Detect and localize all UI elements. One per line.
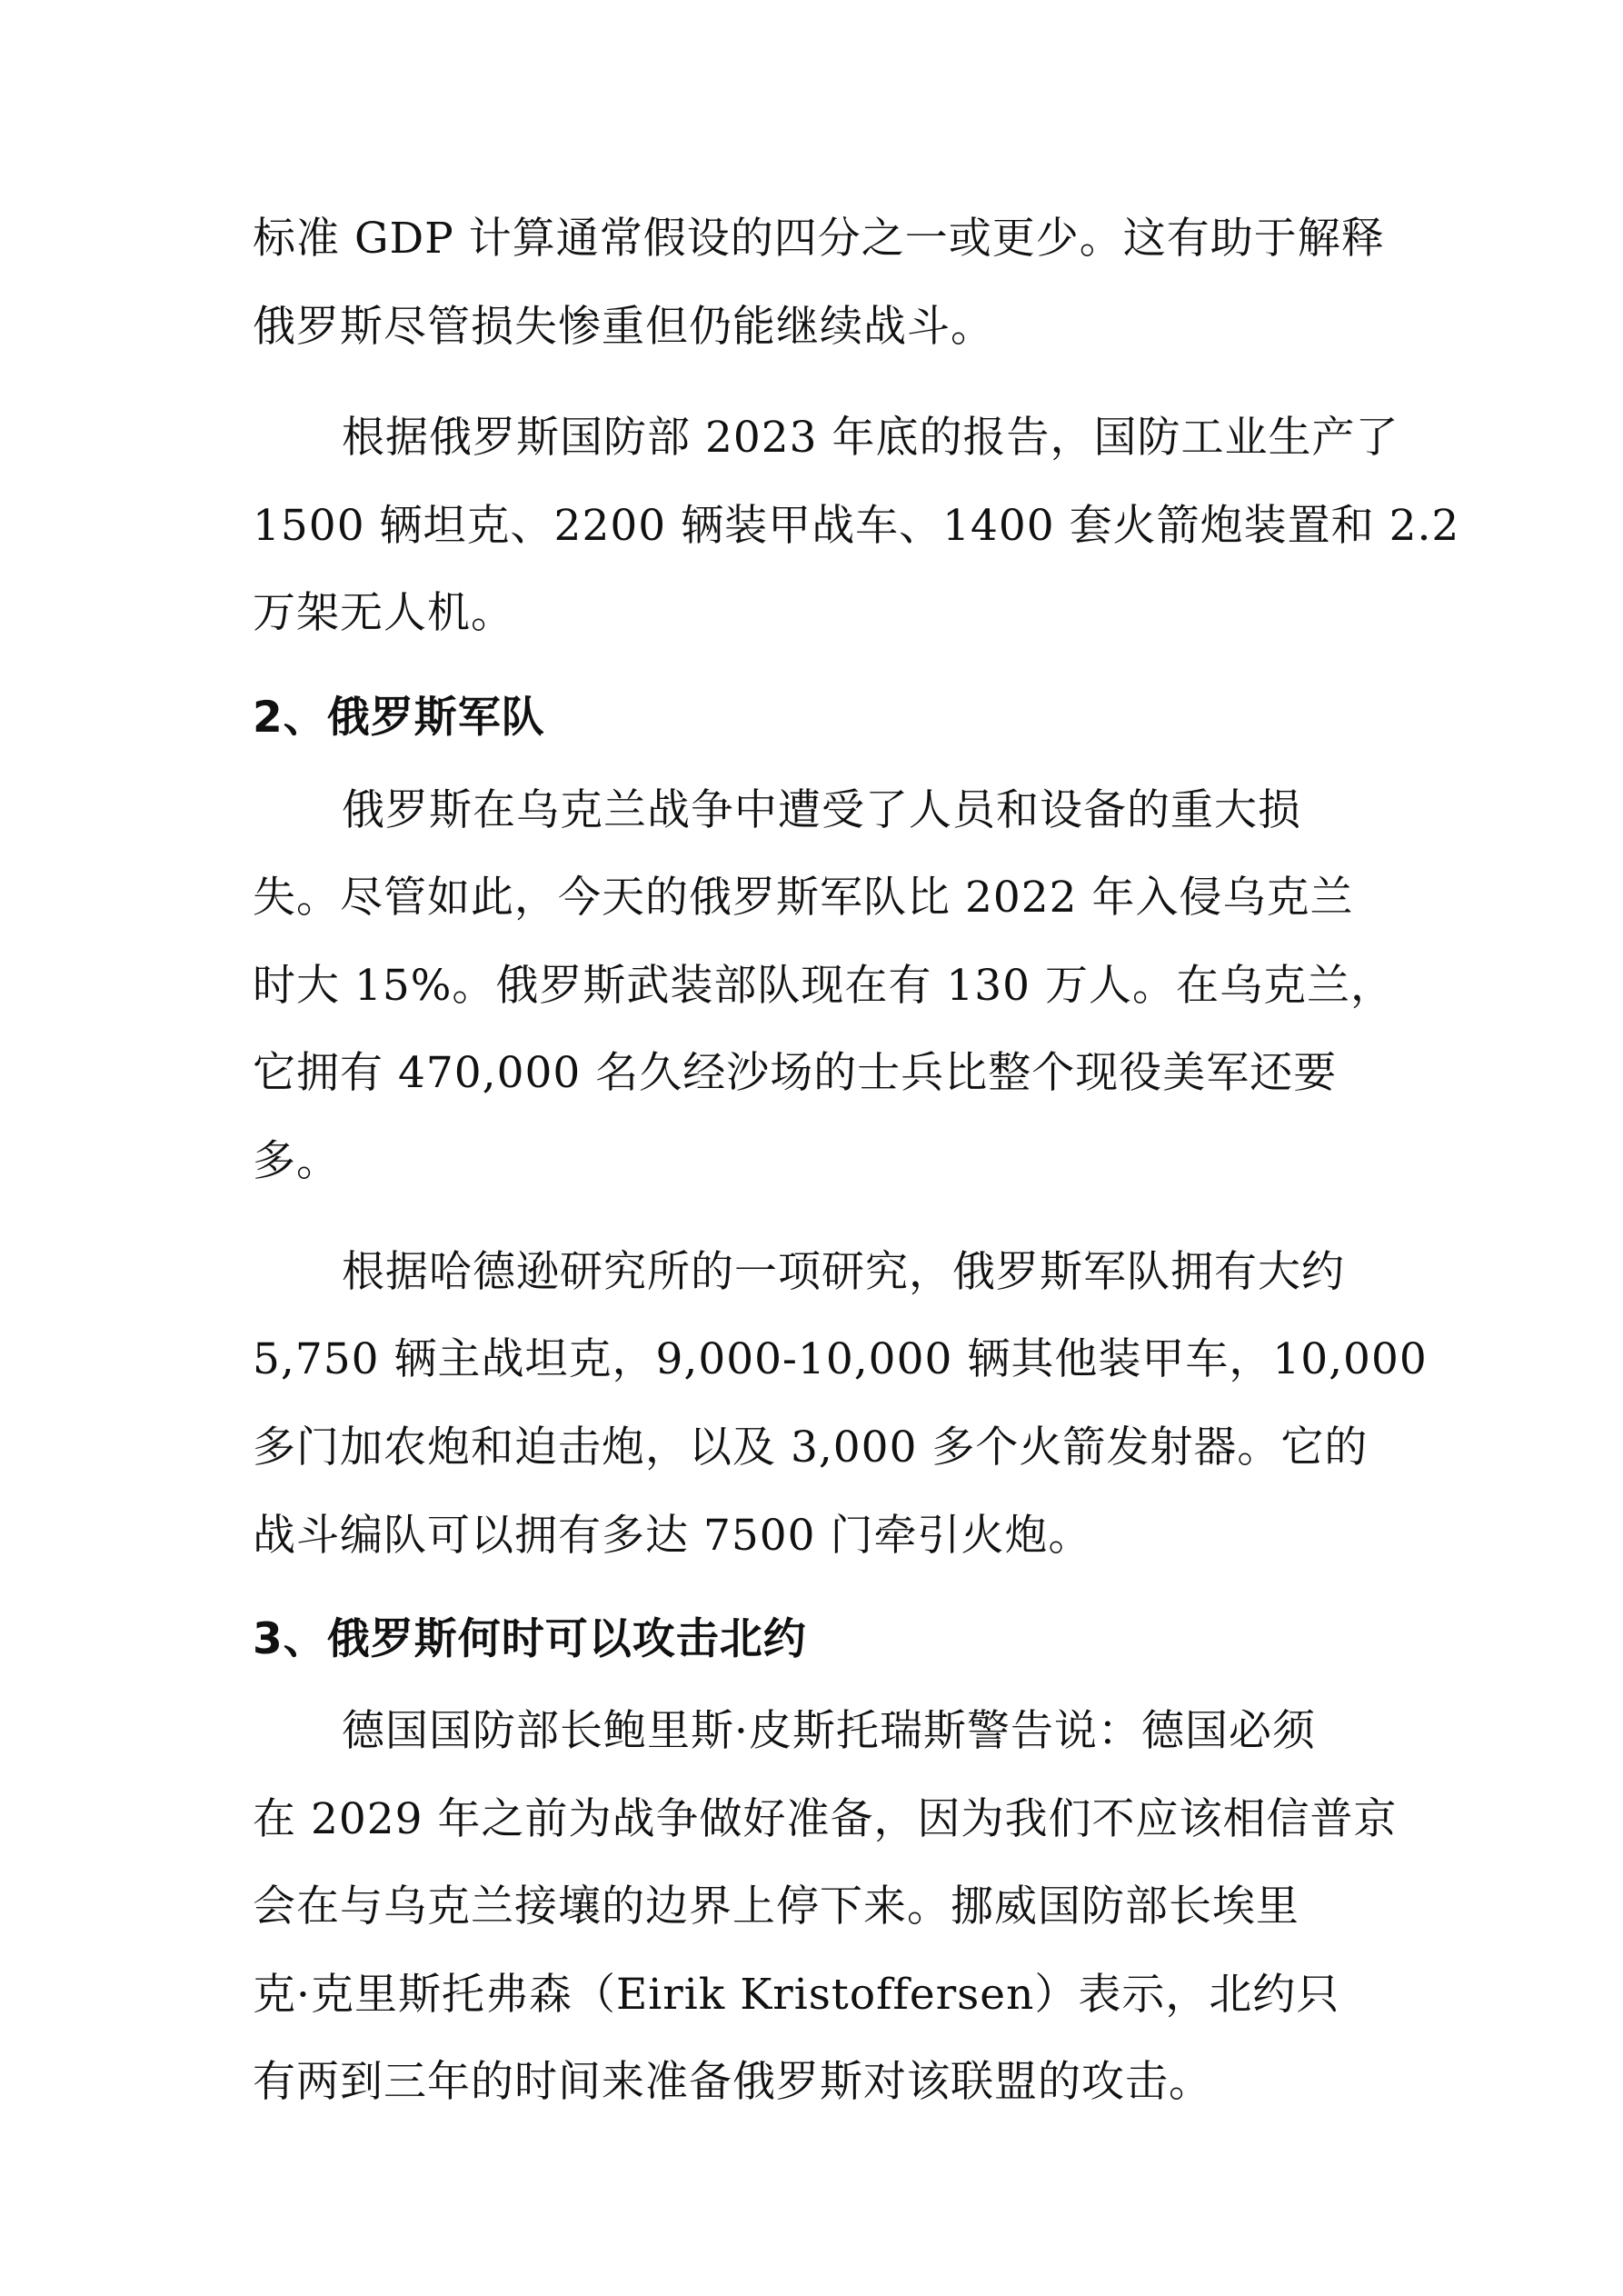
paragraph-5-line-4: 克·克里斯托弗森（Eirik Kristoffersen）表示，北约只 xyxy=(253,1970,1340,2020)
paragraph-4-line-1: 根据哈德逊研究所的一项研究，俄罗斯军队拥有大约 xyxy=(342,1247,1345,1297)
paragraph-3-line-1: 俄罗斯在乌克兰战争中遭受了人员和设备的重大损 xyxy=(342,785,1301,835)
paragraph-3-line-3: 时大 15%。俄罗斯武装部队现在有 130 万人。在乌克兰， xyxy=(253,961,1394,1011)
paragraph-5-line-3: 会在与乌克兰接壤的边界上停下来。挪威国防部长埃里 xyxy=(253,1882,1299,1932)
paragraph-5-line-5: 有两到三年的时间来准备俄罗斯对该联盟的攻击。 xyxy=(253,2057,1212,2107)
section-heading-2: 2、俄罗斯军队 xyxy=(253,693,545,743)
paragraph-5-line-1: 德国国防部长鲍里斯·皮斯托瑞斯警告说：德国必须 xyxy=(342,1706,1316,1756)
section-heading-3: 3、俄罗斯何时可以攻击北约 xyxy=(253,1614,807,1664)
paragraph-3-line-2: 失。尽管如此，今天的俄罗斯军队比 2022 年入侵乌克兰 xyxy=(253,873,1354,923)
paragraph-4-line-4: 战斗编队可以拥有多达 7500 门牵引火炮。 xyxy=(253,1511,1092,1561)
paragraph-1-line-1: 标准 GDP 计算通常假设的四分之一或更少。这有助于解释 xyxy=(253,214,1385,264)
paragraph-2-line-1: 根据俄罗斯国防部 2023 年底的报告，国防工业生产了 xyxy=(342,413,1399,463)
paragraph-1-line-2: 俄罗斯尽管损失惨重但仍能继续战斗。 xyxy=(253,302,994,352)
paragraph-2-line-2: 1500 辆坦克、2200 辆装甲战车、1400 套火箭炮装置和 2.2 xyxy=(253,501,1460,551)
paragraph-2-line-3: 万架无人机。 xyxy=(253,588,514,638)
paragraph-4-line-3: 多门加农炮和迫击炮，以及 3,000 多个火箭发射器。它的 xyxy=(253,1423,1369,1472)
paragraph-3-line-5: 多。 xyxy=(253,1136,340,1186)
paragraph-5-line-2: 在 2029 年之前为战争做好准备，因为我们不应该相信普京 xyxy=(253,1794,1398,1844)
paragraph-3-line-4: 它拥有 470,000 名久经沙场的士兵比整个现役美军还要 xyxy=(253,1048,1338,1098)
paragraph-4-line-2: 5,750 辆主战坦克，9,000-10,000 辆其他装甲车，10,000 xyxy=(253,1334,1428,1384)
